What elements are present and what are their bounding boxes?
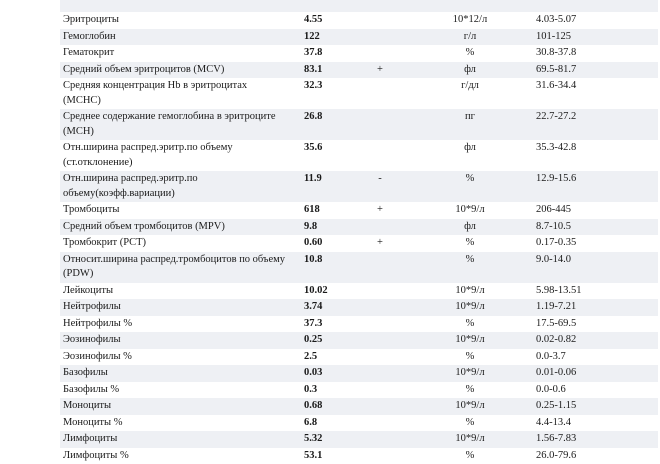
- deviation-flag: [372, 45, 388, 46]
- deviation-flag: [372, 448, 388, 449]
- reference-range: 4.4-13.4: [536, 415, 616, 431]
- unit: %: [430, 448, 510, 464]
- unit: 10*9/л: [430, 431, 510, 447]
- unit: 10*9/л: [430, 283, 510, 299]
- result-row: [60, 29, 658, 46]
- test-name: Отн.ширина распред.эритр.по объему(коэфф.вариации): [63, 171, 285, 202]
- reference-range: 206-445: [536, 202, 616, 218]
- deviation-flag: [372, 219, 388, 220]
- test-name: Тромбоциты: [63, 202, 285, 219]
- reference-range: 0.25-1.15: [536, 398, 616, 414]
- reference-range: 1.19-7.21: [536, 299, 616, 315]
- result-value: 26.8: [304, 109, 354, 125]
- unit: %: [430, 252, 510, 268]
- result-row: [60, 332, 658, 349]
- test-name: Средний объем тромбоцитов (MPV): [63, 219, 285, 236]
- reference-range: 30.8-37.8: [536, 45, 616, 61]
- unit: 10*9/л: [430, 398, 510, 414]
- result-value: 10.8: [304, 252, 354, 268]
- result-value: 32.3: [304, 78, 354, 94]
- reference-range: 35.3-42.8: [536, 140, 616, 156]
- unit: г/дл: [430, 78, 510, 94]
- result-row: [60, 252, 658, 283]
- test-name: Средний объем эритроцитов (MCV): [63, 62, 285, 79]
- result-row: [60, 398, 658, 415]
- deviation-flag: [372, 29, 388, 30]
- unit: 10*9/л: [430, 332, 510, 348]
- deviation-flag: +: [372, 235, 388, 251]
- deviation-flag: [372, 431, 388, 432]
- result-value: 11.9: [304, 171, 354, 187]
- reference-range: 12.9-15.6: [536, 171, 616, 187]
- unit: %: [430, 382, 510, 398]
- deviation-flag: [372, 415, 388, 416]
- test-name: Нейтрофилы %: [63, 316, 285, 333]
- reference-range: 1.56-7.83: [536, 431, 616, 447]
- test-name: Лимфоциты %: [63, 448, 285, 464]
- reference-range: 69.5-81.7: [536, 62, 616, 78]
- unit: фл: [430, 140, 510, 156]
- results-table: [60, 12, 658, 464]
- reference-range: 8.7-10.5: [536, 219, 616, 235]
- result-value: 618: [304, 202, 354, 218]
- result-row: [60, 62, 658, 79]
- deviation-flag: [372, 299, 388, 300]
- result-row: [60, 316, 658, 333]
- result-value: 2.5: [304, 349, 354, 365]
- result-row: [60, 109, 658, 140]
- unit: 10*9/л: [430, 202, 510, 218]
- deviation-flag: [372, 365, 388, 366]
- result-row: [60, 140, 658, 171]
- result-row: [60, 202, 658, 219]
- result-row: [60, 171, 658, 202]
- deviation-flag: +: [372, 202, 388, 218]
- reference-range: 5.98-13.51: [536, 283, 616, 299]
- result-value: 10.02: [304, 283, 354, 299]
- unit: %: [430, 316, 510, 332]
- unit: %: [430, 415, 510, 431]
- reference-range: 0.17-0.35: [536, 235, 616, 251]
- reference-range: 9.0-14.0: [536, 252, 616, 268]
- reference-range: 0.02-0.82: [536, 332, 616, 348]
- deviation-flag: -: [372, 171, 388, 187]
- result-value: 0.60: [304, 235, 354, 251]
- test-name: Тромбокрит (PCT): [63, 235, 285, 252]
- result-value: 6.8: [304, 415, 354, 431]
- reference-range: 22.7-27.2: [536, 109, 616, 125]
- result-value: 0.68: [304, 398, 354, 414]
- test-name: Нейтрофилы: [63, 299, 285, 316]
- test-name: Среднее содержание гемоглобина в эритроците (MCH): [63, 109, 285, 140]
- deviation-flag: [372, 316, 388, 317]
- unit: пг: [430, 109, 510, 125]
- result-row: [60, 283, 658, 300]
- deviation-flag: [372, 12, 388, 13]
- result-row: [60, 45, 658, 62]
- result-row: [60, 448, 658, 464]
- result-row: [60, 415, 658, 432]
- deviation-flag: [372, 283, 388, 284]
- result-row: [60, 382, 658, 399]
- result-value: 5.32: [304, 431, 354, 447]
- unit: фл: [430, 62, 510, 78]
- reference-range: 0.01-0.06: [536, 365, 616, 381]
- result-value: 83.1: [304, 62, 354, 78]
- result-value: 122: [304, 29, 354, 45]
- result-value: 9.8: [304, 219, 354, 235]
- result-value: 37.8: [304, 45, 354, 61]
- test-name: Моноциты: [63, 398, 285, 415]
- test-name: Средняя концентрация Hb в эритроцитах (MCHC): [63, 78, 285, 109]
- unit: %: [430, 349, 510, 365]
- test-name: Базофилы: [63, 365, 285, 382]
- test-name: Эритроциты: [63, 12, 285, 29]
- unit: 10*9/л: [430, 299, 510, 315]
- test-name: Эозинофилы %: [63, 349, 285, 366]
- test-name: Эозинофилы: [63, 332, 285, 349]
- unit: %: [430, 235, 510, 251]
- deviation-flag: [372, 78, 388, 79]
- reference-range: 101-125: [536, 29, 616, 45]
- test-name: Относит.ширина распред.тромбоцитов по объему (PDW): [63, 252, 285, 283]
- unit: %: [430, 171, 510, 187]
- test-name: Гематокрит: [63, 45, 285, 62]
- reference-range: 0.0-0.6: [536, 382, 616, 398]
- unit: фл: [430, 219, 510, 235]
- unit: г/л: [430, 29, 510, 45]
- unit: %: [430, 45, 510, 61]
- result-value: 0.25: [304, 332, 354, 348]
- deviation-flag: [372, 109, 388, 110]
- result-row: [60, 12, 658, 29]
- deviation-flag: +: [372, 62, 388, 78]
- reference-range: 4.03-5.07: [536, 12, 616, 28]
- result-value: 4.55: [304, 12, 354, 28]
- reference-range: 17.5-69.5: [536, 316, 616, 332]
- result-value: 37.3: [304, 316, 354, 332]
- result-row: [60, 219, 658, 236]
- deviation-flag: [372, 332, 388, 333]
- deviation-flag: [372, 382, 388, 383]
- reference-range: 26.0-79.6: [536, 448, 616, 464]
- test-name: Базофилы %: [63, 382, 285, 399]
- result-row: [60, 78, 658, 109]
- test-name: Отн.ширина распред.эритр.по объему (ст.отклонение): [63, 140, 285, 171]
- result-row: [60, 349, 658, 366]
- result-row: [60, 365, 658, 382]
- result-value: 0.03: [304, 365, 354, 381]
- result-value: 3.74: [304, 299, 354, 315]
- test-name: Моноциты %: [63, 415, 285, 432]
- header-band: [60, 0, 658, 12]
- reference-range: 31.6-34.4: [536, 78, 616, 94]
- test-name: Лейкоциты: [63, 283, 285, 300]
- test-name: Лимфоциты: [63, 431, 285, 448]
- unit: 10*12/л: [430, 12, 510, 28]
- result-value: 35.6: [304, 140, 354, 156]
- result-row: [60, 235, 658, 252]
- deviation-flag: [372, 398, 388, 399]
- result-value: 0.3: [304, 382, 354, 398]
- deviation-flag: [372, 252, 388, 253]
- result-row: [60, 431, 658, 448]
- unit: 10*9/л: [430, 365, 510, 381]
- result-value: 53.1: [304, 448, 354, 464]
- deviation-flag: [372, 140, 388, 141]
- test-name: Гемоглобин: [63, 29, 285, 46]
- result-row: [60, 299, 658, 316]
- reference-range: 0.0-3.7: [536, 349, 616, 365]
- deviation-flag: [372, 349, 388, 350]
